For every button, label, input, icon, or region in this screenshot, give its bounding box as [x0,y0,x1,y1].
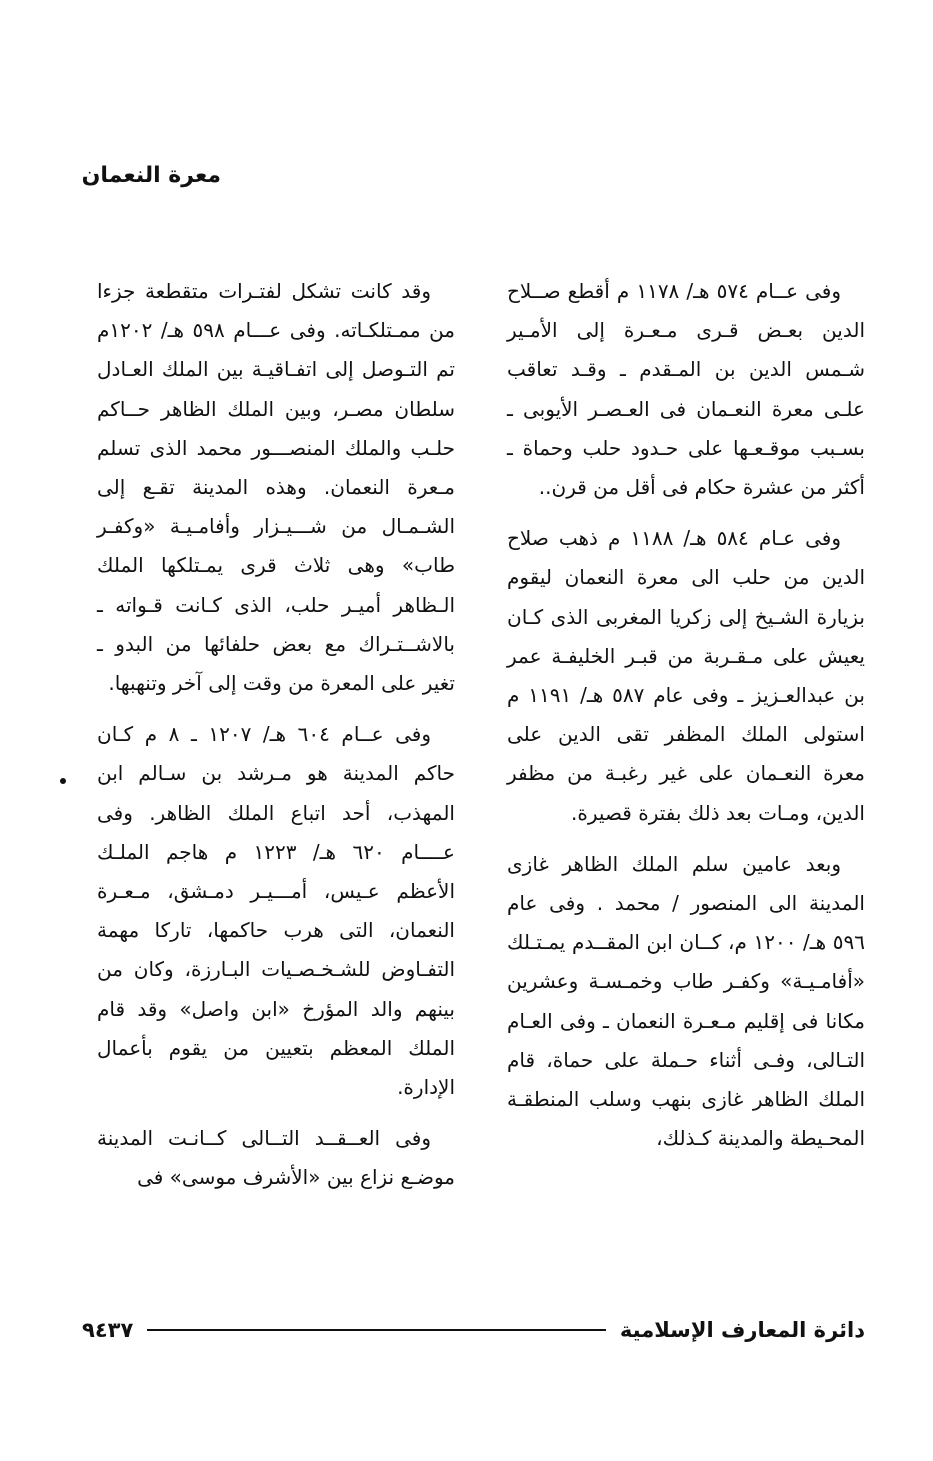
paragraph: وفى عــام ٥٧٤ هـ/ ١١٧٨ م أقطع صــلاح الدين بعـض قـرى مـعـرة إلى الأمـير شـمس الدين بن المـقدم ـ وقـد تعاقب علـى معرة النعـمان فى العـصـر الأيوبى ـ بسـبب موقـعـها على حـدود حلب وحماة ـ أكثر من عشرة حكام فى أقل من قرن.. [507,279,865,500]
paragraph: وفى عــام ٦٠٤ هـ/ ١٢٠٧ ـ ٨ م كـان حاكم المدينة هو مـرشد بن سـالم ابن المهذب، أحد اتباع الملك الظاهر. وفى عــــام ٦٢٠ هـ/ ١٢٢٣ م هاجم الملـك الأعظم عـيس، أمـــيـر دمـشق، مـعـرة النعمان، التى هرب حاكمها، تاركا مهمة التفـاوض للشـخـصـيات البـارزة، وكان من بينهم والد المؤرخ «ابن واصل» وقد قام الملك المعظم بتعيين من يقوم بأعمال الإدارة. [97,722,455,1100]
footer-divider [147,1329,606,1331]
paragraph: وفى العــقــد التــالى كــانـت المدينة موضـع نزاع بين «الأشرف موسى» فى [97,1126,455,1190]
page-footer [82,1312,865,1348]
paragraph: وبعد عامين سلم الملك الظاهر غازى المدينة الى المنصور / محمد . وفى عام ٥٩٦ هـ/ ١٢٠٠ م، كــان ابن المقــدم يمـتـلك «أفامـيـة» وكفـر طاب وخمـسـة وعشرين مكانا فى إقليم مـعـرة النعمان ـ وفى العـام التـالى، وفـى أثناء حـملة على حماة، قام الملك الظاهر غازى بنهب وسلب المنطقـة المحـيطة والمدينة كـذلك، [507,851,865,1151]
footer-encyclopedia-title: دائرة المعارف الإسلامية [619,1318,865,1342]
page-number: ٩٤٣٧ [82,1318,134,1342]
left-column [97,272,455,1210]
running-head-title: معرة النعمان [81,163,221,188]
right-column [507,272,865,1170]
paragraph: وفى عـام ٥٨٤ هـ/ ١١٨٨ م ذهب صلاح الدين من حلب الى معرة النعمان ليقوم بزيارة الشـيخ إلى زكريا المغربى الذى كـان يعيش على مـقـربة من قبـر الخليفـة عمر بن عبدالعـزيز ـ وفى عام ٥٨٧ هـ/ ١١٩١ م استولى الملك المظفر تقى الدين على معرة النعـمان على غير رغبـة من مظفر الدين، ومـات بعد ذلك بفترة قصيرة. [507,526,865,825]
margin-mark [60,778,66,784]
paragraph: وقد كانت تشكل لفتـرات متقطعة جزءا من ممـتلكـاته. وفى عـــام ٥٩٨ هـ/ ١٢٠٢م تم التـوصل إلى اتفـاقيـة بين الملك العـادل سلطان مصـر، وبين الملك الظاهر حــاكم حلـب والملك المنصـــور محمد الذى تسلم مـعرة النعمان. وهذه المدينة تقـع إلى الشـمـال من شـــيـزار وأفامـيـة «وكفـر طاب» وهى ثلاث قرى يمـتلكها الملك الـظاهر أميـر حلب، الذى كـانت قـواته ـ بالاشــتـراك مع بعض حلفائها من البدو ـ تغير على المعرة من وقت إلى آخر وتنهبها. [97,279,456,696]
